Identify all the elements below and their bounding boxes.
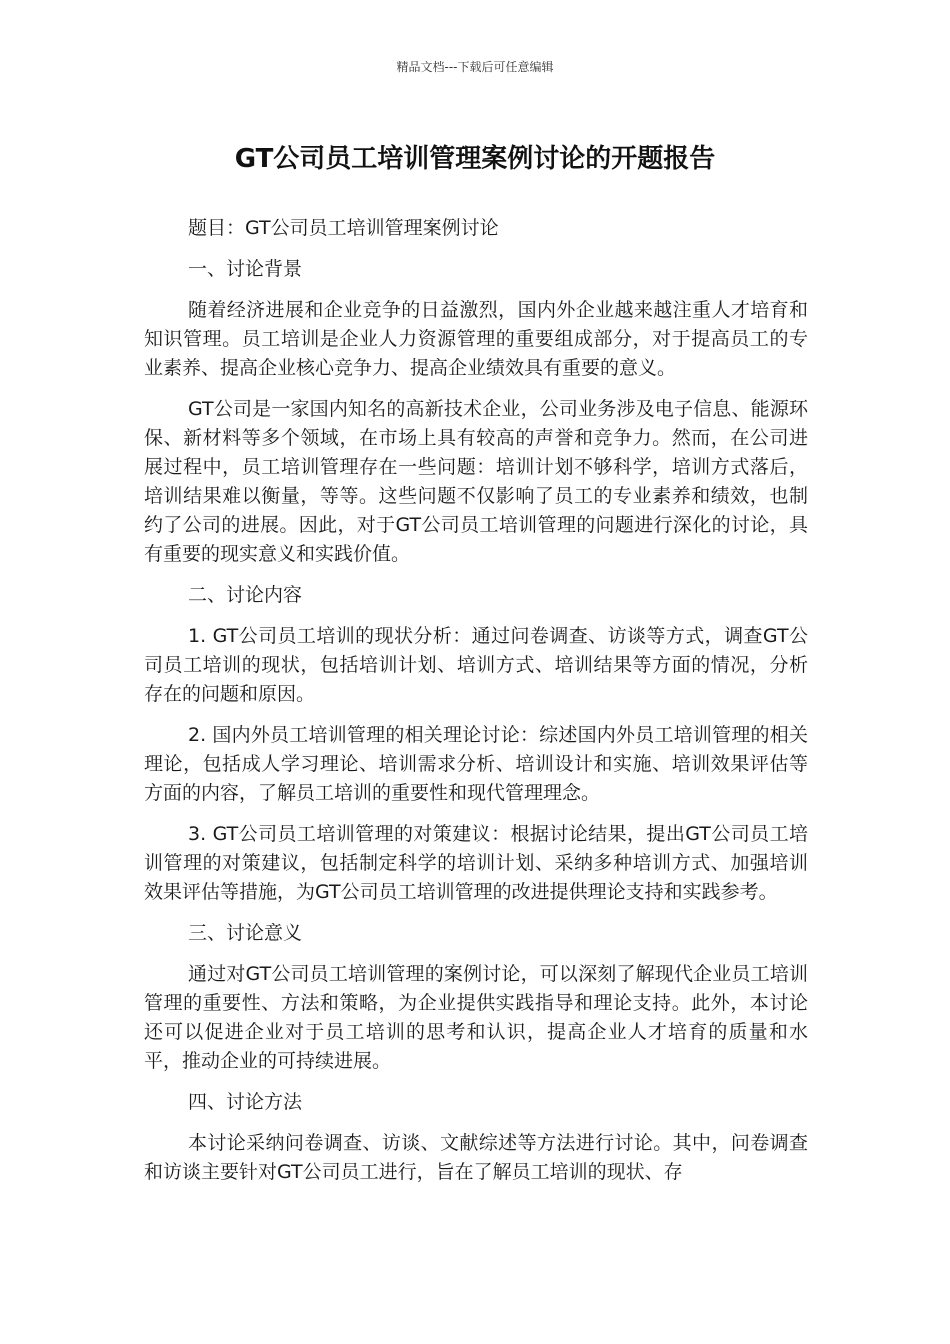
content-item-1: 1. GT公司员工培训的现状分析：通过问卷调查、访谈等方式，调查GT公司员工培训的现状，包括培训计划、培训方式、培训结果等方面的情况，分析存在的问题和原因。 xyxy=(144,625,808,705)
paragraph-background-1: 随着经济进展和企业竞争的日益激烈，国内外企业越来越注重人才培育和知识管理。员工培训是企业人力资源管理的重要组成部分，对于提高员工的专业素养、提高企业核心竞争力、提高企业绩效具有重要的意义。 xyxy=(144,299,808,379)
topic-line: 题目：GT公司员工培训管理案例讨论 xyxy=(188,217,499,239)
section-heading-content: 二、讨论内容 xyxy=(188,584,303,606)
section-heading-background: 一、讨论背景 xyxy=(188,258,303,280)
document-body xyxy=(144,214,808,1199)
content-item-3: 3. GT公司员工培训管理的对策建议：根据讨论结果，提出GT公司员工培训管理的对策建议，包括制定科学的培训计划、采纳多种培训方式、加强培训效果评估等措施，为GT公司员工培训管理的改进提供理论支持和实践参考。 xyxy=(144,823,808,903)
content-item-2: 2. 国内外员工培训管理的相关理论讨论：综述国内外员工培训管理的相关理论，包括成人学习理论、培训需求分析、培训设计和实施、培训效果评估等方面的内容，了解员工培训的重要性和现代管理理念。 xyxy=(144,724,808,804)
paragraph-significance: 通过对GT公司员工培训管理的案例讨论，可以深刻了解现代企业员工培训管理的重要性、方法和策略，为企业提供实践指导和理论支持。此外，本讨论还可以促进企业对于员工培训的思考和认识，提高企业人才培育的质量和水平，推动企业的可持续进展。 xyxy=(144,963,808,1072)
document-title: GT公司员工培训管理案例讨论的开题报告 xyxy=(234,144,716,174)
section-heading-significance: 三、讨论意义 xyxy=(188,922,303,944)
paragraph-method: 本讨论采纳问卷调查、访谈、文献综述等方法进行讨论。其中，问卷调查和访谈主要针对GT公司员工进行，旨在了解员工培训的现状、存 xyxy=(144,1132,808,1183)
section-heading-method: 四、讨论方法 xyxy=(188,1091,303,1113)
paragraph-background-2: GT公司是一家国内知名的高新技术企业，公司业务涉及电子信息、能源环保、新材料等多个领域，在市场上具有较高的声誉和竞争力。然而，在公司进展过程中，员工培训管理存在一些问题：培训计划不够科学，培训方式落后，培训结果难以衡量，等等。这些问题不仅影响了员工的专业素养和绩效，也制约了公司的进展。因此，对于GT公司员工培训管理的问题进行深化的讨论，具有重要的现实意义和实践价值。 xyxy=(144,398,808,565)
header-note: 精品文档---下载后可任意编辑 xyxy=(396,60,554,74)
